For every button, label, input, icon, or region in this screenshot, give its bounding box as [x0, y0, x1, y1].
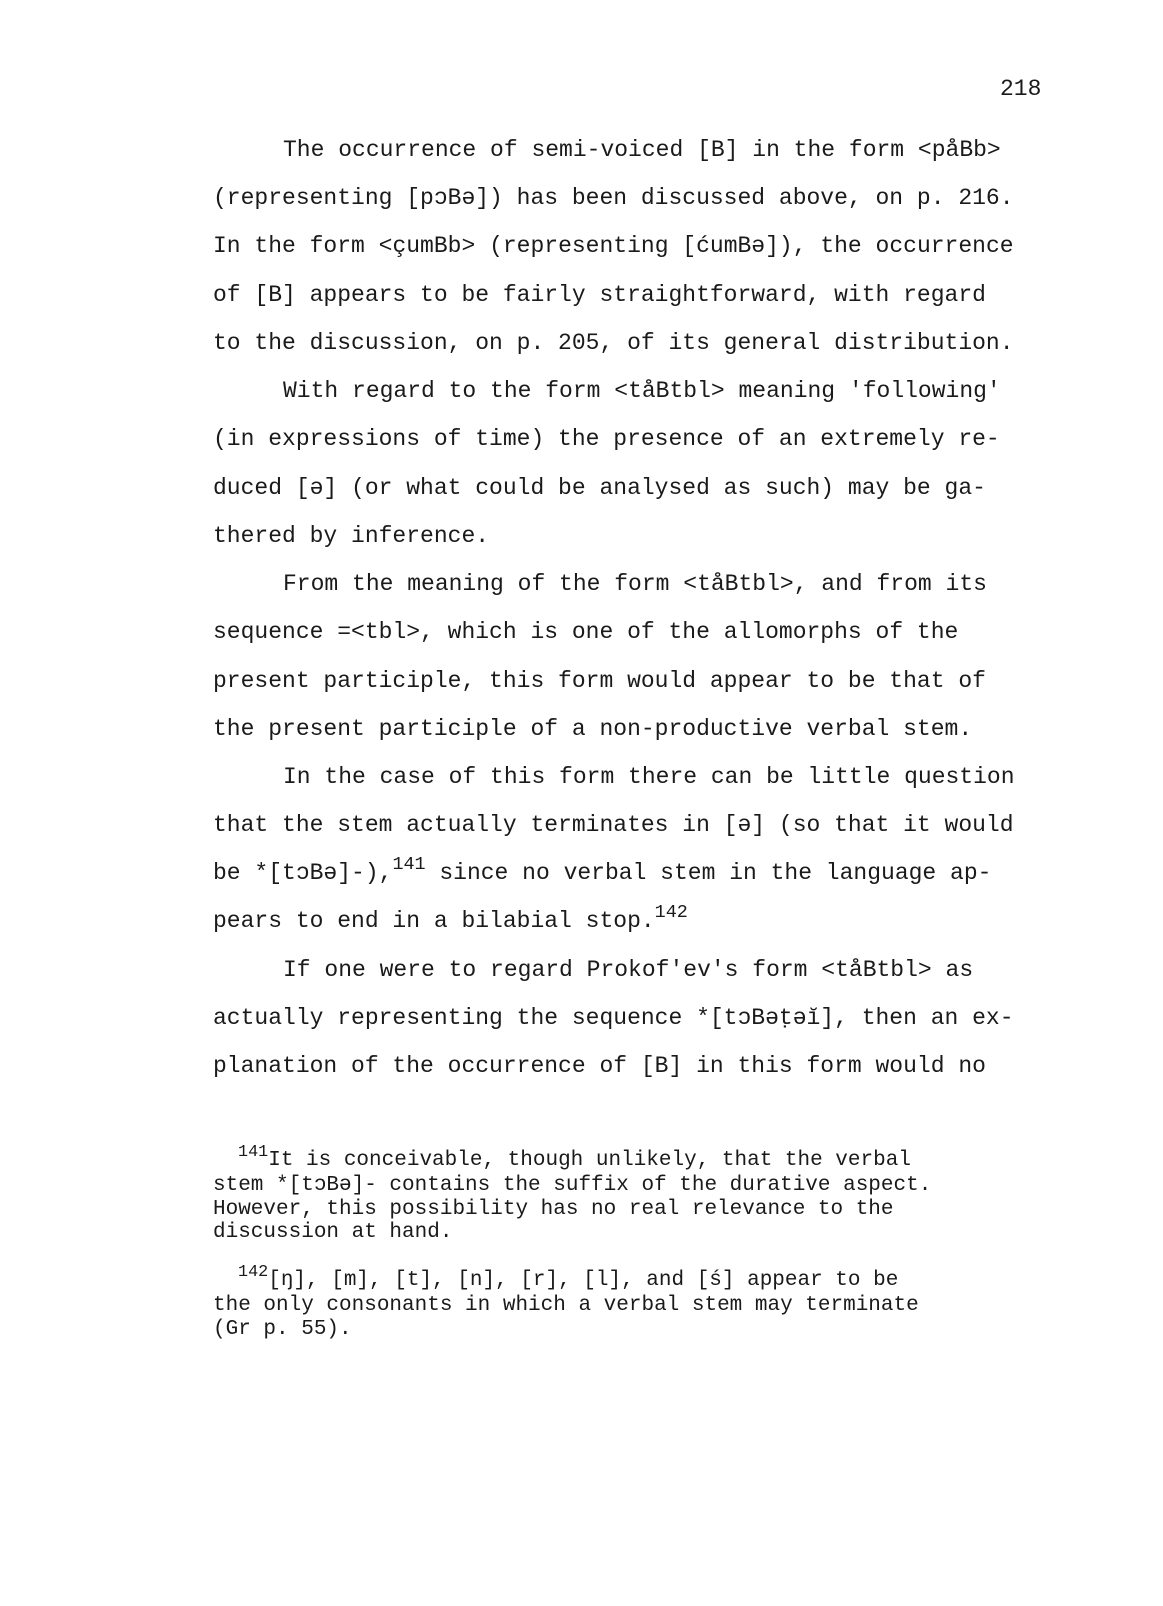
- text-line: [213, 1055, 986, 1078]
- line-text: , and from its: [793, 571, 987, 597]
- line-text: , which is one of the allomorphs of the: [420, 619, 959, 645]
- text-line: [283, 139, 1001, 162]
- footnote-ref-142: 142: [654, 901, 688, 923]
- line-text: as: [931, 957, 974, 983]
- cited-form: <tbl>: [351, 619, 421, 645]
- line-text: In the form: [213, 233, 379, 259]
- line-text: since no verbal stem in the language ap-: [425, 860, 992, 886]
- line-text: planation of the occurrence of [B] in this form would no: [213, 1053, 986, 1079]
- text-line: [213, 525, 489, 548]
- line-text: (in expressions of time) the presence of an extremely re-: [213, 426, 1000, 452]
- cited-form: <tåBtbl>: [683, 571, 794, 597]
- footnote-text: However, this possibility has no real relevance to the: [213, 1198, 894, 1221]
- text-line: [213, 901, 688, 934]
- text-line: [213, 187, 1014, 210]
- footnote-ref-141: 141: [392, 853, 426, 875]
- text-line: [213, 853, 992, 886]
- line-text: In the case of this form there can be little question: [283, 764, 1015, 790]
- text-line: [283, 959, 973, 982]
- text-line: [283, 766, 1015, 789]
- text-line: [213, 284, 986, 307]
- line-text: (representing [ćumBə]), the occurrence: [475, 233, 1014, 259]
- footnote-text: It is conceivable, though unlikely, that the verbal: [268, 1149, 911, 1172]
- text-line: [283, 573, 987, 596]
- text-line: [283, 380, 1001, 403]
- line-text: sequence =: [213, 619, 352, 645]
- line-text: to the discussion, on p. 205, of its general distribution.: [213, 330, 1014, 356]
- text-line: [213, 814, 1014, 837]
- footnote-line: [213, 1222, 452, 1243]
- footnote-text: discussion at hand.: [213, 1221, 453, 1244]
- line-text: If one were to regard Prokof'ev's form: [283, 957, 822, 983]
- footnote-line: [238, 1262, 899, 1292]
- line-text: The occurrence of semi-voiced [B] in the form: [283, 137, 918, 163]
- footnote-text: (Gr p. 55).: [213, 1318, 352, 1341]
- line-text: be *[tɔBə]-),: [213, 860, 393, 886]
- footnote-line: [213, 1319, 352, 1340]
- footnote-text: stem *[tɔBə]- contains the suffix of the durative aspect.: [213, 1174, 932, 1197]
- text-line: [213, 718, 972, 741]
- page-number: 218: [1000, 76, 1042, 102]
- footnote-marker: 141: [238, 1142, 269, 1162]
- line-text: actually representing the sequence *[tɔBəṭəĭ], then an ex-: [213, 1005, 1014, 1031]
- cited-form: <tåBtbl>: [821, 957, 932, 983]
- line-text: present participle, this form would appear to be that of: [213, 668, 986, 694]
- text-line: [213, 621, 958, 644]
- text-line: [213, 477, 986, 500]
- cited-form: <påBb>: [917, 137, 1001, 163]
- footnote-marker: 142: [238, 1262, 269, 1282]
- text-line: [213, 235, 1014, 258]
- line-text: thered by inference.: [213, 523, 490, 549]
- line-text: the present participle of a non-productive verbal stem.: [213, 716, 973, 742]
- footnote-line: [238, 1142, 911, 1172]
- cited-form: <çumBb>: [378, 233, 476, 259]
- text-line: [213, 670, 986, 693]
- line-text: From the meaning of the form: [283, 571, 684, 597]
- text-line: [213, 428, 1000, 451]
- text-line: [213, 1007, 1014, 1030]
- line-text: duced [ə] (or what could be analysed as such) may be ga-: [213, 475, 986, 501]
- footnote-line: [213, 1199, 894, 1220]
- line-text: that the stem actually terminates in [ə] (so that it would: [213, 812, 1014, 838]
- line-text: of [B] appears to be fairly straightforward, with regard: [213, 282, 986, 308]
- footnote-line: [213, 1295, 919, 1316]
- cited-form: <tåBtbl>: [614, 378, 725, 404]
- footnote-text: [ŋ], [m], [t], [n], [r], [l], and [ś] appear to be: [268, 1269, 899, 1292]
- text-line: [213, 332, 1014, 355]
- line-text: (representing [pɔBə]) has been discussed above, on p. 216.: [213, 185, 1014, 211]
- line-text: meaning 'following': [724, 378, 1001, 404]
- footnote-text: the only consonants in which a verbal stem may terminate: [213, 1294, 919, 1317]
- footnote-line: [213, 1175, 931, 1196]
- line-text: pears to end in a bilabial stop.: [213, 908, 655, 934]
- line-text: With regard to the form: [283, 378, 615, 404]
